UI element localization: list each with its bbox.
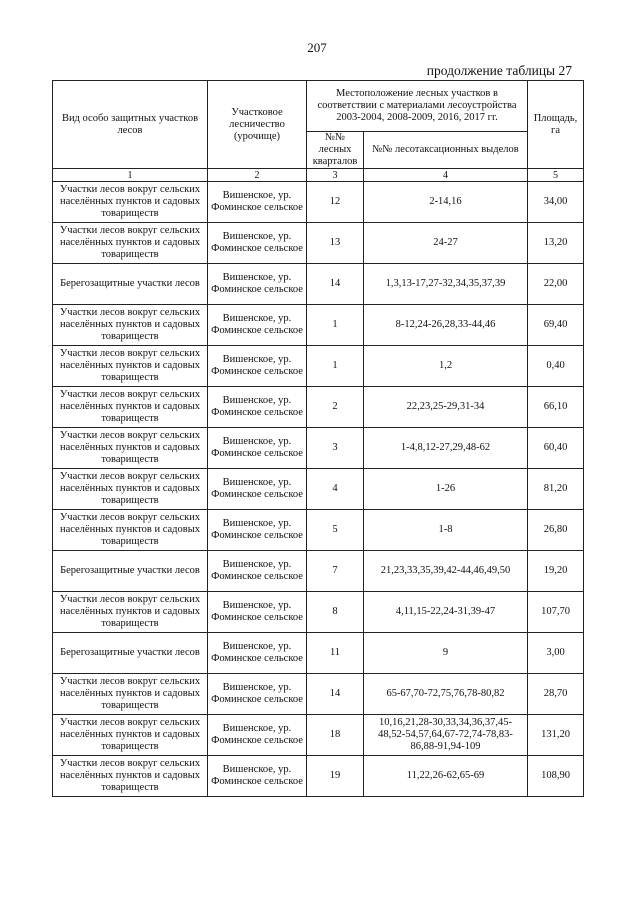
protection-type-cell: Участки лесов вокруг сельских населённых пунктов и садовых товариществ: [53, 756, 208, 797]
forestry-district-cell: Вишенское, ур. Фоминское сельское: [208, 182, 307, 223]
forestry-district-cell: Вишенское, ур. Фоминское сельское: [208, 428, 307, 469]
area-cell: 26,80: [528, 510, 584, 551]
quarter-number-cell: 18: [307, 715, 364, 756]
forestry-district-cell: Вишенское, ур. Фоминское сельское: [208, 674, 307, 715]
protection-type-cell: Участки лесов вокруг сельских населённых пунктов и садовых товариществ: [53, 223, 208, 264]
table-row: [53, 756, 584, 797]
column-number: 5: [528, 169, 584, 182]
forestry-district-cell: Вишенское, ур. Фоминское сельское: [208, 510, 307, 551]
table-row: [53, 469, 584, 510]
area-cell: 19,20: [528, 551, 584, 592]
column-number-row: [53, 169, 584, 182]
plot-numbers-cell: 8-12,24-26,28,33-44,46: [364, 305, 528, 346]
forestry-district-cell: Вишенское, ур. Фоминское сельское: [208, 469, 307, 510]
header-plot-numbers: №№ лесотаксационных выделов: [364, 132, 528, 169]
quarter-number-cell: 7: [307, 551, 364, 592]
quarter-number-cell: 14: [307, 674, 364, 715]
table-body: [53, 182, 584, 797]
table-row: [53, 346, 584, 387]
header-area: Площадь, га: [528, 81, 584, 169]
page-number: 207: [307, 40, 327, 55]
table-row: [53, 387, 584, 428]
area-cell: 13,20: [528, 223, 584, 264]
header-protection-type: Вид особо защитных участков лесов: [53, 81, 208, 169]
quarter-number-cell: 13: [307, 223, 364, 264]
protective-forest-table: [52, 80, 584, 797]
quarter-number-cell: 1: [307, 305, 364, 346]
table-row: [53, 182, 584, 223]
plot-numbers-cell: 2-14,16: [364, 182, 528, 223]
header-location-group: Местоположение лесных участков в соответствии с материалами лесоустройства 2003-2004, 2008-2009, 2016, 2017 гг.: [307, 81, 528, 132]
protection-type-cell: Участки лесов вокруг сельских населённых пунктов и садовых товариществ: [53, 510, 208, 551]
header-quarter-numbers: №№ лесных кварталов: [307, 132, 364, 169]
protection-type-cell: Берегозащитные участки лесов: [53, 633, 208, 674]
area-cell: 131,20: [528, 715, 584, 756]
area-cell: 22,00: [528, 264, 584, 305]
forestry-district-cell: Вишенское, ур. Фоминское сельское: [208, 346, 307, 387]
forestry-district-cell: Вишенское, ур. Фоминское сельское: [208, 264, 307, 305]
quarter-number-cell: 3: [307, 428, 364, 469]
area-cell: 60,40: [528, 428, 584, 469]
plot-numbers-cell: 22,23,25-29,31-34: [364, 387, 528, 428]
table-row: [53, 592, 584, 633]
plot-numbers-cell: 65-67,70-72,75,76,78-80,82: [364, 674, 528, 715]
plot-numbers-cell: 24-27: [364, 223, 528, 264]
forestry-district-cell: Вишенское, ур. Фоминское сельское: [208, 592, 307, 633]
table-row: [53, 510, 584, 551]
protection-type-cell: Участки лесов вокруг сельских населённых пунктов и садовых товариществ: [53, 674, 208, 715]
table-continuation-label: продолжение таблицы 27: [426, 63, 572, 78]
plot-numbers-cell: 1,2: [364, 346, 528, 387]
area-cell: 81,20: [528, 469, 584, 510]
quarter-number-cell: 11: [307, 633, 364, 674]
area-cell: 69,40: [528, 305, 584, 346]
area-cell: 3,00: [528, 633, 584, 674]
table-row: [53, 715, 584, 756]
column-number: 1: [53, 169, 208, 182]
quarter-number-cell: 14: [307, 264, 364, 305]
column-number: 3: [307, 169, 364, 182]
quarter-number-cell: 12: [307, 182, 364, 223]
plot-numbers-cell: 4,11,15-22,24-31,39-47: [364, 592, 528, 633]
plot-numbers-cell: 9: [364, 633, 528, 674]
forestry-district-cell: Вишенское, ур. Фоминское сельское: [208, 551, 307, 592]
plot-numbers-cell: 11,22,26-62,65-69: [364, 756, 528, 797]
quarter-number-cell: 5: [307, 510, 364, 551]
header-forestry-district: Участковое лесничество (урочище): [208, 81, 307, 169]
forestry-district-cell: Вишенское, ур. Фоминское сельское: [208, 387, 307, 428]
quarter-number-cell: 2: [307, 387, 364, 428]
plot-numbers-cell: 10,16,21,28-30,33,34,36,37,45-48,52-54,57,64,67-72,74-78,83-86,88-91,94-109: [364, 715, 528, 756]
area-cell: 28,70: [528, 674, 584, 715]
table-header: [53, 81, 584, 182]
area-cell: 66,10: [528, 387, 584, 428]
quarter-number-cell: 1: [307, 346, 364, 387]
plot-numbers-cell: 1,3,13-17,27-32,34,35,37,39: [364, 264, 528, 305]
plot-numbers-cell: 21,23,33,35,39,42-44,46,49,50: [364, 551, 528, 592]
protection-type-cell: Участки лесов вокруг сельских населённых пунктов и садовых товариществ: [53, 387, 208, 428]
protection-type-cell: Берегозащитные участки лесов: [53, 264, 208, 305]
plot-numbers-cell: 1-4,8,12-27,29,48-62: [364, 428, 528, 469]
column-number: 4: [364, 169, 528, 182]
plot-numbers-cell: 1-26: [364, 469, 528, 510]
forestry-district-cell: Вишенское, ур. Фоминское сельское: [208, 633, 307, 674]
area-cell: 107,70: [528, 592, 584, 633]
quarter-number-cell: 19: [307, 756, 364, 797]
forestry-district-cell: Вишенское, ур. Фоминское сельское: [208, 223, 307, 264]
protection-type-cell: Участки лесов вокруг сельских населённых пунктов и садовых товариществ: [53, 346, 208, 387]
plot-numbers-cell: 1-8: [364, 510, 528, 551]
table-row: [53, 551, 584, 592]
protection-type-cell: Участки лесов вокруг сельских населённых пунктов и садовых товариществ: [53, 305, 208, 346]
forestry-district-cell: Вишенское, ур. Фоминское сельское: [208, 305, 307, 346]
table-row: [53, 264, 584, 305]
column-number: 2: [208, 169, 307, 182]
protection-type-cell: Берегозащитные участки лесов: [53, 551, 208, 592]
protection-type-cell: Участки лесов вокруг сельских населённых пунктов и садовых товариществ: [53, 715, 208, 756]
table-row: [53, 428, 584, 469]
area-cell: 108,90: [528, 756, 584, 797]
forestry-district-cell: Вишенское, ур. Фоминское сельское: [208, 715, 307, 756]
area-cell: 34,00: [528, 182, 584, 223]
area-cell: 0,40: [528, 346, 584, 387]
quarter-number-cell: 4: [307, 469, 364, 510]
table-row: [53, 674, 584, 715]
forestry-district-cell: Вишенское, ур. Фоминское сельское: [208, 756, 307, 797]
protection-type-cell: Участки лесов вокруг сельских населённых пунктов и садовых товариществ: [53, 469, 208, 510]
table-row: [53, 633, 584, 674]
protection-type-cell: Участки лесов вокруг сельских населённых пунктов и садовых товариществ: [53, 592, 208, 633]
protection-type-cell: Участки лесов вокруг сельских населённых пунктов и садовых товариществ: [53, 182, 208, 223]
table-row: [53, 305, 584, 346]
quarter-number-cell: 8: [307, 592, 364, 633]
protection-type-cell: Участки лесов вокруг сельских населённых пунктов и садовых товариществ: [53, 428, 208, 469]
table-row: [53, 223, 584, 264]
